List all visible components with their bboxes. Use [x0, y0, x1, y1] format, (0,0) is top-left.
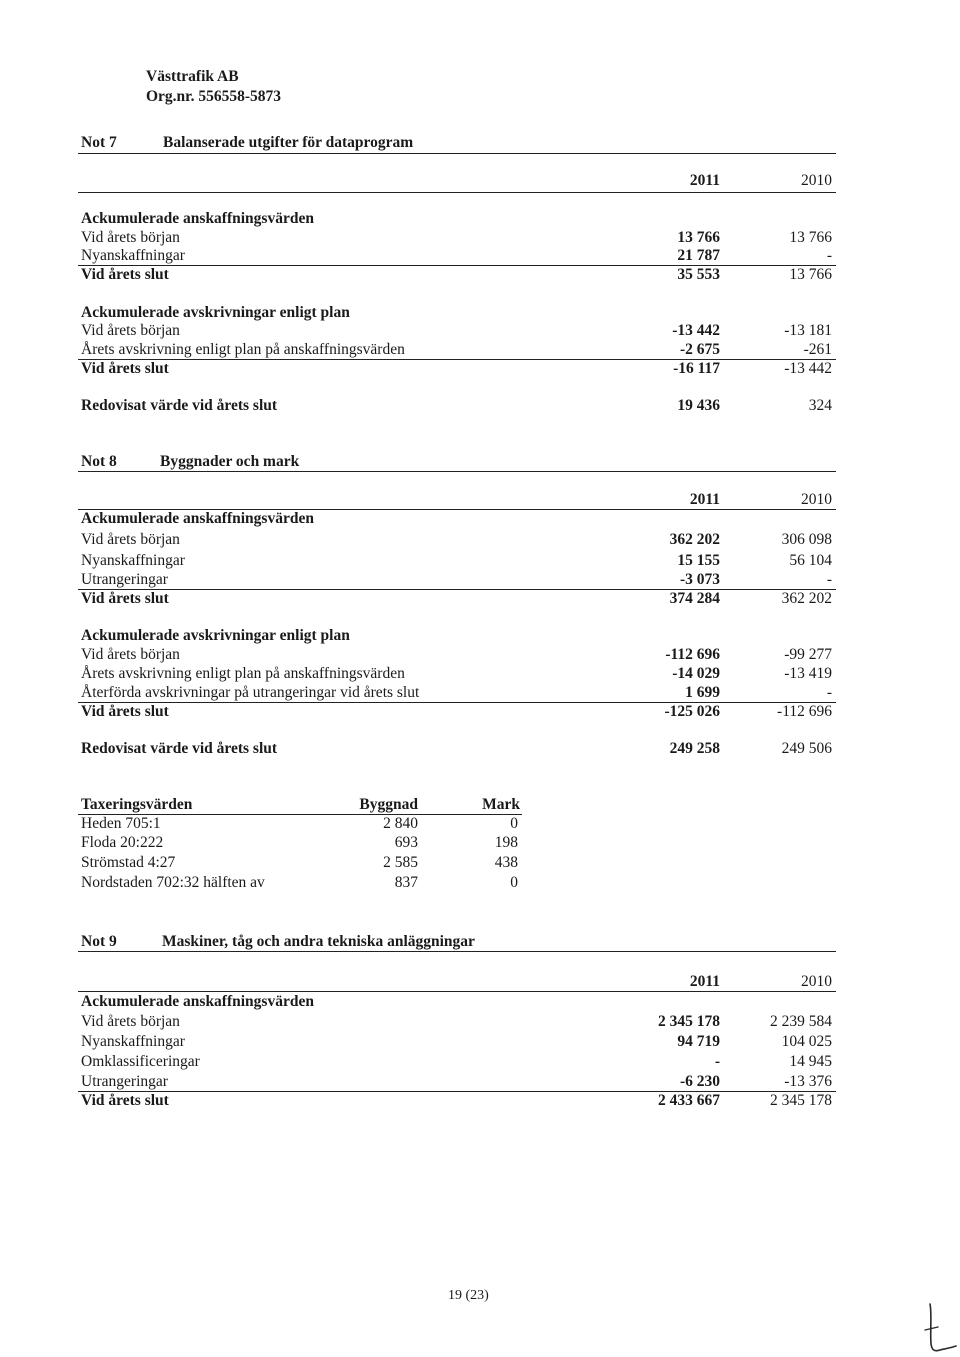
note9-acq-row-2010: 104 025 [781, 1033, 832, 1050]
note9-year-rule [78, 991, 836, 992]
note7-year-2010: 2010 [801, 172, 832, 189]
note9-acq-row-label: Utrangeringar [81, 1073, 168, 1090]
tax-row-land: 0 [510, 815, 518, 832]
note8-acq-row-2010: 362 202 [781, 590, 832, 607]
note9-acq-row-2011: 2 433 667 [658, 1092, 720, 1109]
note7-dep-row-label: Vid årets början [81, 322, 180, 339]
note7-year-rule [78, 192, 836, 193]
tax-row-property: Heden 705:1 [81, 815, 161, 832]
note8-acq-row-label: Vid årets slut [81, 590, 169, 607]
note7-acq-sum-rule [78, 265, 836, 266]
note7-book-value-2011: 19 436 [677, 397, 720, 414]
tax-header-land: Mark [482, 796, 520, 813]
note8-dep-row-2011: -125 026 [664, 703, 720, 720]
note7-dep-sum-rule [78, 359, 836, 360]
note7-dep-row-2011: -2 675 [679, 341, 720, 358]
note7-acq-row-label: Vid årets början [81, 229, 180, 246]
org-number: Org.nr. 556558-5873 [146, 88, 282, 105]
note8-title-rule [78, 471, 836, 472]
note8-year-2011: 2011 [689, 491, 720, 508]
note8-number: Not 8 [81, 453, 117, 470]
note8-dep-row-2010: -13 419 [784, 665, 832, 682]
note8-acq-row-label: Nyanskaffningar [81, 552, 185, 569]
note7-acq-row-2010: 13 766 [789, 229, 832, 246]
note9-acq-row-label: Vid årets slut [81, 1092, 169, 1109]
note9-acq-row-2011: 2 345 178 [658, 1013, 720, 1030]
note9-acq-row-label: Vid årets början [81, 1013, 180, 1030]
note7-acq-heading: Ackumulerade anskaffningsvärden [81, 210, 314, 227]
note8-dep-row-2011: -112 696 [665, 646, 720, 663]
tax-row-property: Floda 20:222 [81, 834, 164, 851]
note7-acq-row-label: Vid årets slut [81, 266, 169, 283]
tax-row-property: Strömstad 4:27 [81, 854, 176, 871]
note8-acq-sum-rule [78, 589, 836, 590]
tax-row-building: 837 [394, 874, 418, 891]
tax-header-building: Byggnad [359, 796, 418, 813]
note7-acq-row-2010: - [826, 247, 832, 264]
tax-row-property: Nordstaden 702:32 hälften av [81, 874, 265, 891]
note7-dep-row-2011: -13 442 [672, 322, 720, 339]
note7-acq-row-2011: 21 787 [677, 247, 720, 264]
note9-number: Not 9 [81, 933, 117, 950]
note7-dep-row-2010: -13 442 [784, 360, 832, 377]
tax-row-building: 2 840 [383, 815, 418, 832]
note8-dep-row-label: Återförda avskrivningar på utrangeringar vid årets slut [81, 684, 420, 701]
note7-acq-row-2011: 35 553 [677, 266, 720, 283]
note8-acq-heading: Ackumulerade anskaffningsvärden [81, 510, 314, 527]
note8-acq-row-2011: 374 284 [669, 590, 720, 607]
note7-acq-row-label: Nyanskaffningar [81, 247, 185, 264]
note8-dep-row-2010: - [826, 684, 832, 701]
note8-book-value-label: Redovisat värde vid årets slut [81, 740, 278, 757]
note8-acq-row-2010: 306 098 [781, 531, 832, 548]
note7-title: Balanserade utgifter för dataprogram [163, 134, 414, 151]
note7-acq-row-2010: 13 766 [789, 266, 832, 283]
company-name: Västtrafik AB [146, 68, 239, 85]
note9-acq-row-label: Nyanskaffningar [81, 1033, 185, 1050]
note9-acq-row-2010: 2 345 178 [770, 1092, 832, 1109]
note8-acq-row-label: Utrangeringar [81, 571, 168, 588]
note8-dep-row-label: Vid årets slut [81, 703, 169, 720]
note9-acq-row-2011: 94 719 [677, 1033, 720, 1050]
note9-title: Maskiner, tåg och andra tekniska anläggningar [162, 933, 475, 950]
note7-dep-row-label: Årets avskrivning enligt plan på anskaffningsvärden [81, 341, 405, 358]
note8-acq-row-2011: -3 073 [679, 571, 720, 588]
note8-acq-row-2010: - [826, 571, 832, 588]
note9-acq-row-2011: - [714, 1053, 720, 1070]
handwritten-initial [922, 1300, 958, 1356]
note9-acq-row-2011: -6 230 [679, 1073, 720, 1090]
note7-dep-row-2010: -261 [803, 341, 832, 358]
note9-acq-row-2010: 14 945 [789, 1053, 832, 1070]
note7-dep-row-label: Vid årets slut [81, 360, 169, 377]
note8-acq-row-2010: 56 104 [789, 552, 832, 569]
note7-book-value-label: Redovisat värde vid årets slut [81, 397, 278, 414]
note8-dep-heading: Ackumulerade avskrivningar enligt plan [81, 627, 350, 644]
note8-book-value-2011: 249 258 [669, 740, 720, 757]
tax-row-land: 438 [494, 854, 518, 871]
note9-acq-row-2010: 2 239 584 [770, 1013, 832, 1030]
note7-dep-row-2011: -16 117 [673, 360, 720, 377]
note9-acq-row-label: Omklassificeringar [81, 1053, 200, 1070]
tax-row-land: 198 [494, 834, 518, 851]
note7-acq-row-2011: 13 766 [677, 229, 720, 246]
note9-acq-row-2010: -13 376 [784, 1073, 832, 1090]
tax-row-building: 2 585 [383, 854, 418, 871]
note8-book-value-2010: 249 506 [781, 740, 832, 757]
note9-year-2010: 2010 [801, 973, 832, 990]
note7-title-rule [78, 153, 836, 154]
note8-dep-row-2010: -112 696 [777, 703, 832, 720]
note8-dep-sum-rule [78, 702, 836, 703]
tax-row-building: 693 [394, 834, 418, 851]
note9-year-2011: 2011 [689, 973, 720, 990]
note7-book-value-2010: 324 [808, 397, 832, 414]
note8-dep-row-label: Vid årets början [81, 646, 180, 663]
note9-title-rule [78, 951, 836, 952]
note7-year-2011: 2011 [689, 172, 720, 189]
note7-dep-heading: Ackumulerade avskrivningar enligt plan [81, 304, 350, 321]
tax-header-property: Taxeringsvärden [81, 796, 193, 813]
note8-acq-row-label: Vid årets början [81, 531, 180, 548]
note8-title: Byggnader och mark [160, 453, 300, 470]
note9-acq-heading: Ackumulerade anskaffningsvärden [81, 993, 314, 1010]
note8-dep-row-2011: -14 029 [672, 665, 720, 682]
note8-dep-row-2010: -99 277 [784, 646, 832, 663]
note8-year-2010: 2010 [801, 491, 832, 508]
note8-dep-row-2011: 1 699 [685, 684, 720, 701]
note8-acq-row-2011: 15 155 [677, 552, 720, 569]
note8-acq-row-2011: 362 202 [669, 531, 720, 548]
note7-number: Not 7 [81, 134, 117, 151]
page-number: 19 (23) [448, 1288, 489, 1303]
note8-dep-row-label: Årets avskrivning enligt plan på anskaffningsvärden [81, 665, 405, 682]
note7-dep-row-2010: -13 181 [784, 322, 832, 339]
tax-row-land: 0 [510, 874, 518, 891]
